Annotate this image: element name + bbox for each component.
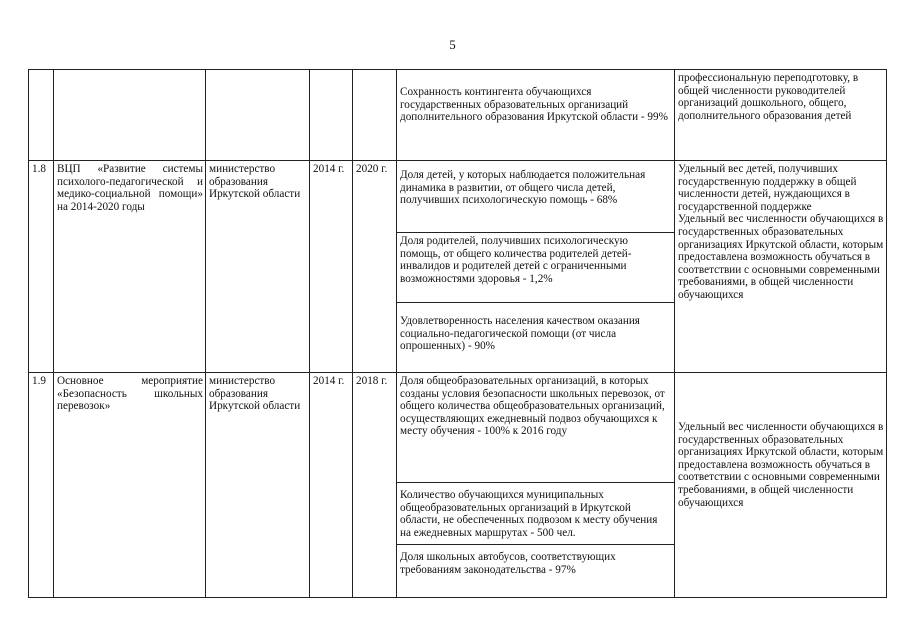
row-indicators: [397, 161, 675, 373]
row-executor: [206, 70, 310, 161]
row-end-year: [353, 70, 397, 161]
row-executor: министерство образования Иркутской области: [206, 373, 310, 598]
row-indicators: [397, 70, 675, 161]
row-number: [29, 70, 54, 161]
row-start-year: [310, 70, 353, 161]
row-results: Удельный вес численности обучающихся в государственных образовательных организациях Иркутской области, которым предоставлена возможность обучаться в соответствии с основными современными требованиями, в общей численности обучающихся: [675, 373, 887, 598]
indicator-item: Доля общеобразовательных организаций, в которых созданы условия безопасности школьных перевозок, от общего количества общеобразовательных организаций, осуществляющих ежедневный подвоз обучающихся к месту обучения - 100% к 2016 году: [397, 373, 674, 483]
row-number: 1.8: [29, 161, 54, 373]
page-number: 5: [449, 37, 456, 52]
table-row: [29, 161, 887, 373]
row-name: [54, 70, 206, 161]
row-end-year: 2018 г.: [353, 373, 397, 598]
indicator-item: Доля школьных автобусов, соответствующих требованиям законодательства - 97%: [400, 551, 616, 576]
row-end-year: 2020 г.: [353, 161, 397, 373]
row-number: 1.9: [29, 373, 54, 598]
row-executor: министерство образования Иркутской области: [206, 161, 310, 373]
indicator-item: Доля детей, у которых наблюдается положительная динамика в развитии, от общего числа детей, получивших психологическую помощь - 68%: [397, 161, 674, 233]
indicator-item: Количество обучающихся муниципальных общеобразовательных организаций в Иркутской области, не обеспеченных подвозом к месту обучения на ежедневных маршрутах - 500 чел.: [397, 483, 674, 545]
row-results: Удельный вес детей, получивших государственную поддержку в общей численности детей, нуждающихся в государственной поддержке Удельный вес численности обучающихся в государственных образовательных организациях Иркутской области, которым предоставлена возможность обучаться в соответствии с основными современными требованиями, в общей численности обучающихся: [675, 161, 887, 373]
row-start-year: 2014 г.: [310, 373, 353, 598]
table-row: [29, 70, 887, 161]
row-name: ВЦП «Развитие системы психолого-педагогической и медико-социальной помощи» на 2014-2020 годы: [54, 161, 206, 373]
row-name: Основное мероприятие «Безопасность школьных перевозок»: [54, 373, 206, 598]
row-indicators: [397, 373, 675, 598]
indicator-item: Удовлетворенность населения качеством оказания социально-педагогической помощи (от числа опрошенных) - 90%: [400, 315, 640, 353]
indicator-item: Доля родителей, получивших психологическую помощь, от общего количества родителей детей-инвалидов и родителей детей с ограниченными возможностями здоровья - 1,2%: [397, 233, 674, 303]
row-start-year: 2014 г.: [310, 161, 353, 373]
row-results: профессиональную переподготовку, в общей численности руководителей организаций дошкольного, общего, дополнительного образования детей: [675, 70, 887, 161]
program-table: [28, 69, 887, 598]
table-row: [29, 373, 887, 598]
indicator-item: Сохранность контингента обучающихся государственных образовательных организаций дополнительного образования Иркутской области - 99%: [400, 86, 668, 124]
